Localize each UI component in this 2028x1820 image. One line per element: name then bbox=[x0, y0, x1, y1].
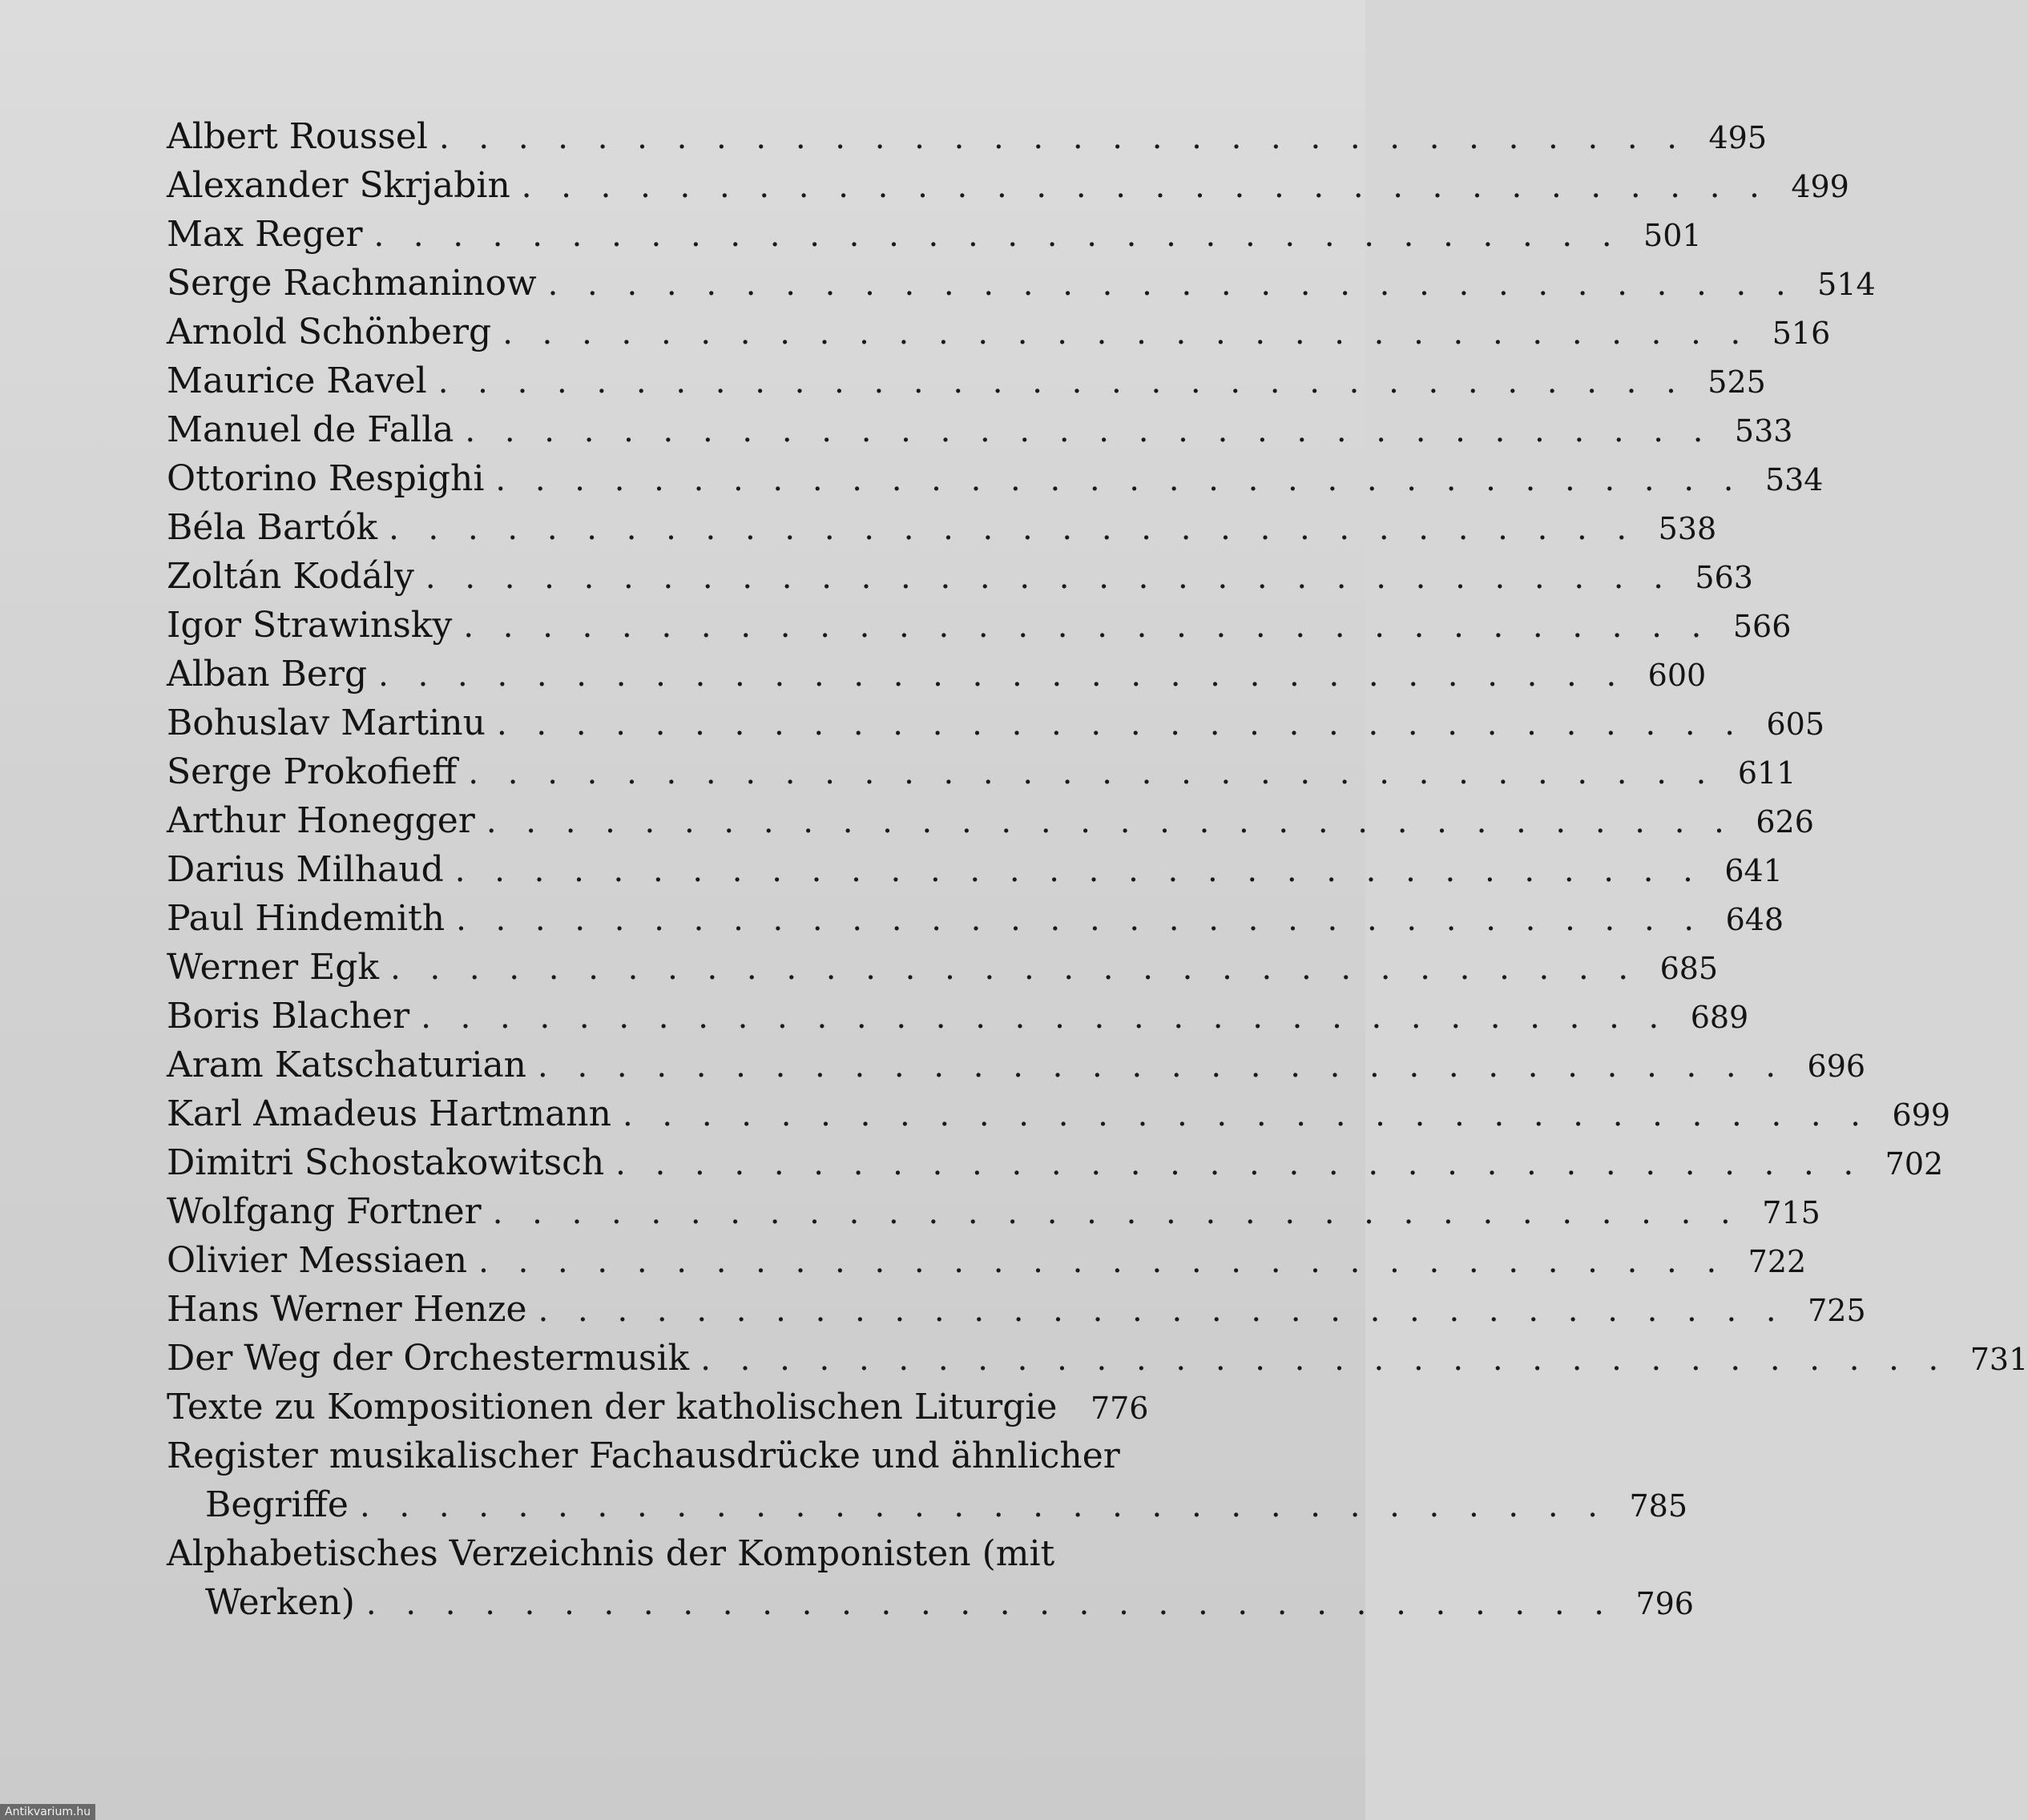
toc-entry-page: 626 bbox=[1756, 804, 1814, 840]
toc-entry-page: 699 bbox=[1892, 1097, 1951, 1133]
toc-entry-page: 514 bbox=[1817, 267, 1876, 302]
toc-entry-multiline bbox=[167, 1431, 1687, 1529]
toc-entry bbox=[167, 650, 1707, 699]
toc-entry-title: Igor Strawinsky bbox=[167, 605, 453, 646]
toc-entry bbox=[167, 308, 1831, 356]
leader-dots: . . . . . . . . . . . . . . . . . . . . . . . . . . . . . . . . bbox=[359, 1488, 1607, 1524]
toc-entry-title: Hans Werner Henze bbox=[167, 1289, 527, 1330]
toc-entry bbox=[167, 210, 1702, 259]
leader-dots: . . . . . . . . . . . . . . . . . . . . . . . . . . . . . . . . bbox=[700, 1341, 1949, 1378]
toc-entry bbox=[167, 161, 1849, 210]
toc-entry bbox=[167, 1334, 2028, 1383]
toc-entry-title: Paul Hindemith bbox=[167, 898, 446, 939]
leader-dots: . . . . . . . . . . . . . . . . . . . . . . . . . . . . . . . . bbox=[463, 608, 1712, 645]
table-of-contents bbox=[167, 112, 2028, 1627]
toc-entry bbox=[167, 894, 1784, 943]
toc-entry-title: Arthur Honegger bbox=[167, 800, 475, 841]
toc-entry bbox=[167, 503, 1717, 552]
toc-entry-page: 566 bbox=[1732, 609, 1792, 644]
leader-dots: . . . . . . . . . . . . . . . . . . . . . . . . . . . . . . . . bbox=[468, 755, 1716, 791]
leader-dots: . . . . . . . . . . . . . . . . . . . . . . . . . . . . . . . . bbox=[478, 1243, 1727, 1280]
toc-entry-page: 501 bbox=[1643, 218, 1702, 253]
toc-entry-title: Albert Roussel bbox=[167, 116, 428, 157]
toc-entry-title: Bohuslav Martinu bbox=[167, 703, 486, 743]
toc-entry-title: Maurice Ravel bbox=[167, 360, 427, 401]
toc-entry-title: Zoltán Kodály bbox=[167, 556, 414, 597]
leader-dots: . . . . . . . . . . . . . . . . . . . . . . . . . . . . . . . . bbox=[622, 1097, 1871, 1133]
toc-entry-page: 533 bbox=[1734, 413, 1793, 449]
leader-dots: . . . . . . . . . . . . . . . . . . . . . . . . . . . . . . . . bbox=[492, 1194, 1740, 1231]
toc-entry bbox=[167, 943, 1719, 992]
toc-entry-title-line2: Werken) bbox=[205, 1582, 355, 1623]
toc-entry bbox=[167, 112, 1768, 161]
toc-entry bbox=[167, 1138, 1944, 1187]
toc-entry bbox=[167, 796, 1814, 845]
toc-entry-page: 685 bbox=[1659, 951, 1719, 986]
leader-dots: . . . . . . . . . . . . . . . . . . . . . . . . . . . . . . . . bbox=[378, 657, 1627, 694]
toc-entry-title: Serge Prokofieff bbox=[167, 751, 458, 792]
toc-entry-title-line1: Register musikalischer Fachausdrücke und ähnlicher bbox=[167, 1435, 1120, 1476]
toc-entry bbox=[167, 845, 1783, 894]
toc-entry bbox=[167, 259, 1876, 308]
leader-dots: . . . . . . . . . . . . . . . . . . . . . . . . . . . . . . . . bbox=[502, 315, 1751, 352]
toc-entry-title: Wolfgang Fortner bbox=[167, 1191, 482, 1232]
toc-entry-page: 563 bbox=[1695, 560, 1753, 595]
toc-entry-title-line2: Begriffe bbox=[205, 1484, 349, 1525]
leader-dots: . . . . . . . . . . . . . . . . . . . . . . . . . . . . . . . . bbox=[615, 1146, 1864, 1182]
toc-entry bbox=[167, 405, 1793, 454]
toc-entry-title: Darius Milhaud bbox=[167, 849, 444, 890]
toc-entry-page: 525 bbox=[1707, 364, 1766, 400]
toc-entry-title-line1: Alphabetisches Verzeichnis der Komponisten (mit bbox=[167, 1533, 1055, 1574]
toc-entry-title: Manuel de Falla bbox=[167, 409, 454, 450]
toc-entry-page: 696 bbox=[1807, 1049, 1866, 1084]
leader-dots: . . . . . . . . . . . . . . . . . . . . . . . . . . . . . . . . bbox=[390, 950, 1639, 987]
leader-dots: . . . . . . . . . . . . . . . . . . . . . . . . . . . . . . . . bbox=[438, 119, 1687, 156]
toc-entry-page: 611 bbox=[1737, 755, 1796, 791]
leader-dots: . . . . . . . . . . . . . . . . . . . . . . . . . . . . . . . . bbox=[496, 706, 1745, 743]
watermark: Antikvarium.hu bbox=[0, 1804, 95, 1820]
toc-entry bbox=[167, 552, 1753, 601]
toc-entry bbox=[167, 1187, 1820, 1236]
leader-dots: . . . . . . . . . . . . . . . . . . . . . . . . . . . . . . . . bbox=[437, 364, 1686, 401]
toc-entry-page: 725 bbox=[1808, 1293, 1866, 1328]
toc-entry-title: Max Reger bbox=[167, 214, 363, 255]
toc-entry bbox=[167, 1285, 1866, 1334]
toc-entry bbox=[167, 992, 1749, 1041]
toc-entry-second-line bbox=[167, 1480, 1687, 1529]
toc-entry bbox=[167, 1089, 1951, 1138]
toc-entry-title: Olivier Messiaen bbox=[167, 1240, 468, 1281]
leader-dots: . . . . . . . . . . . . . . . . . . . . . . . . . . . . . . . . bbox=[538, 1048, 1786, 1085]
toc-entry-title: Serge Rachmaninow bbox=[167, 263, 537, 304]
toc-entry bbox=[167, 601, 1792, 650]
leader-dots: . . . . . . . . . . . . . . . . . . . . . . . . . . . . . . . . bbox=[538, 1292, 1786, 1329]
toc-entry bbox=[167, 454, 1824, 503]
toc-entry-page: 600 bbox=[1647, 658, 1707, 693]
leader-dots: . . . . . . . . . . . . . . . . . . . . . . . . . . . . . . . . bbox=[521, 168, 1769, 205]
toc-entry-multiline bbox=[167, 1529, 1694, 1627]
toc-entry-title: Boris Blacher bbox=[167, 996, 410, 1037]
toc-entry-page: 702 bbox=[1885, 1146, 1944, 1182]
toc-entry-page: 538 bbox=[1658, 511, 1717, 546]
leader-dots: . . . . . . . . . . . . . . . . . . . . . . . . . . . . . . . . bbox=[454, 852, 1703, 889]
toc-entry bbox=[167, 1236, 1807, 1285]
toc-entry-title: Karl Amadeus Hartmann bbox=[167, 1093, 611, 1134]
toc-entry-title: Dimitri Schostakowitsch bbox=[167, 1142, 605, 1183]
leader-dots: . . . . . . . . . . . . . . . . . . . . . . . . . . . . . . . . bbox=[495, 461, 1744, 498]
toc-entry-page: 785 bbox=[1629, 1488, 1687, 1524]
toc-entry bbox=[167, 1041, 1866, 1089]
toc-entry bbox=[167, 356, 1766, 405]
toc-entry-page: 776 bbox=[1090, 1391, 1149, 1426]
leader-dots: . . . . . . . . . . . . . . . . . . . . . . . . . . . . . . . . bbox=[465, 413, 1713, 449]
leader-dots: . . . . . . . . . . . . . . . . . . . . . . . . . . . . . . . . bbox=[373, 217, 1622, 254]
leader-dots: . . . . . . . . . . . . . . . . . . . . . . . . . . . . . . . . bbox=[456, 901, 1704, 938]
toc-entry-page: 796 bbox=[1635, 1586, 1694, 1621]
toc-entry-second-line bbox=[167, 1578, 1694, 1627]
toc-entry-page: 495 bbox=[1708, 120, 1768, 155]
toc-entry-page: 641 bbox=[1724, 853, 1783, 888]
toc-entry-page: 715 bbox=[1762, 1195, 1820, 1230]
leader-dots: . . . . . . . . . . . . . . . . . . . . . . . . . . . . . . . . bbox=[389, 510, 1637, 547]
toc-entry-title: Alban Berg bbox=[167, 654, 368, 695]
toc-entry bbox=[167, 747, 1796, 796]
toc-entry-title: Alexander Skrjabin bbox=[167, 165, 510, 206]
toc-entry-title: Aram Katschaturian bbox=[167, 1045, 527, 1085]
leader-dots: . . . . . . . . . . . . . . . . . . . . . . . . . . . . . . . . bbox=[486, 803, 1734, 840]
toc-entry-page: 516 bbox=[1772, 316, 1831, 351]
toc-entry bbox=[167, 1383, 1149, 1431]
leader-dots: . . . . . . . . . . . . . . . . . . . . . . . . . . . . . . . . bbox=[365, 1585, 1614, 1622]
toc-entry-title: Ottorino Respighi bbox=[167, 458, 485, 499]
toc-entry-title: Béla Bartók bbox=[167, 507, 378, 548]
toc-entry-page: 534 bbox=[1764, 462, 1824, 497]
toc-entry-page: 722 bbox=[1748, 1244, 1807, 1279]
toc-entry-page: 499 bbox=[1791, 169, 1849, 204]
toc-entry-page: 689 bbox=[1690, 1000, 1749, 1035]
toc-entry-title: Arnold Schönberg bbox=[167, 312, 492, 352]
toc-entry-title: Werner Egk bbox=[167, 947, 380, 988]
toc-entry-page: 648 bbox=[1725, 902, 1784, 937]
toc-entry bbox=[167, 699, 1825, 747]
leader-dots: . . . . . . . . . . . . . . . . . . . . . . . . . . . . . . . . bbox=[425, 559, 1673, 596]
toc-entry-page: 605 bbox=[1766, 707, 1825, 742]
leader-dots: . . . . . . . . . . . . . . . . . . . . . . . . . . . . . . . . bbox=[421, 999, 1669, 1036]
toc-entry-page: 731 bbox=[1970, 1342, 2028, 1377]
toc-entry-title: Texte zu Kompositionen der katholischen Liturgie bbox=[167, 1387, 1058, 1427]
toc-entry-title: Der Weg der Orchestermusik bbox=[167, 1338, 690, 1379]
leader-dots: . . . . . . . . . . . . . . . . . . . . . . . . . . . . . . . . bbox=[547, 266, 1796, 303]
